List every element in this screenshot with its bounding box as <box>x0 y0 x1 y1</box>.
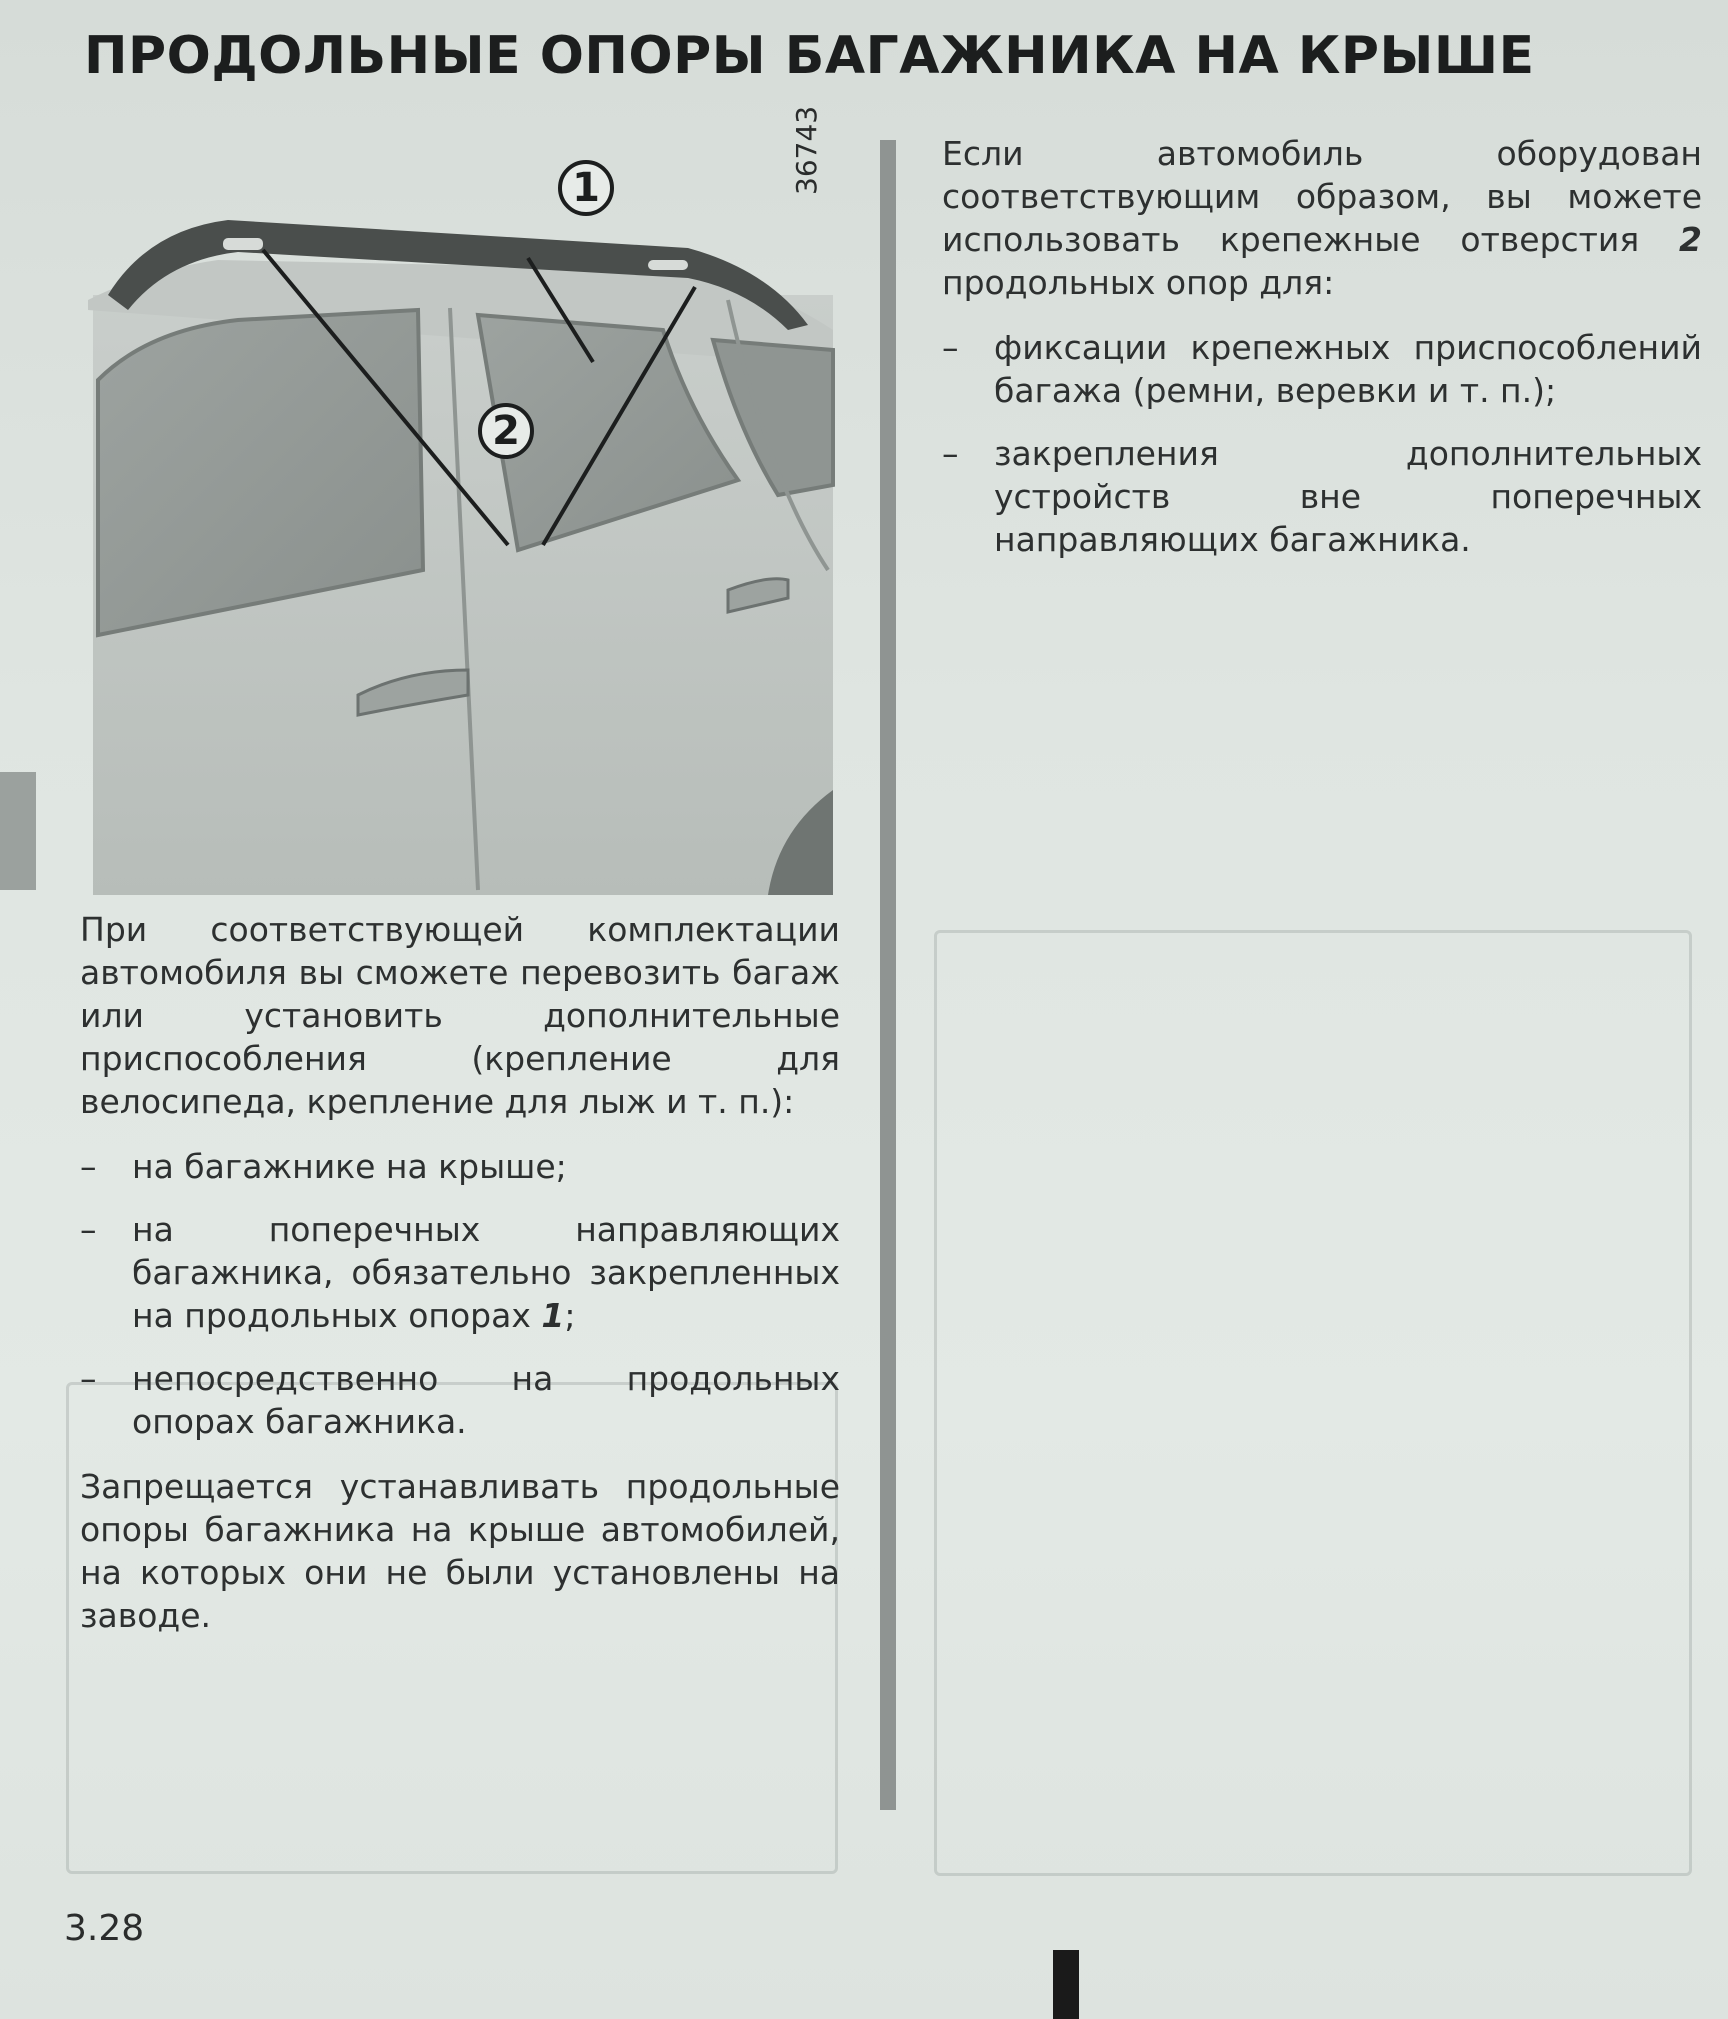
left-column <box>80 908 840 1659</box>
list-item: – фиксации крепежных приспособлений багажа (ремни, веревки и т. п.); <box>942 328 1702 410</box>
page-edge-marker <box>1053 1950 1079 2019</box>
page-title: ПРОДОЛЬНЫЕ ОПОРЫ БАГАЖНИКА НА КРЫШЕ <box>84 26 1535 86</box>
right-column <box>942 132 1702 583</box>
right-intro: Если автомобиль оборудован соответствующим образом, вы можете использовать крепежные отверстия 2 продольных опор для: <box>942 134 1702 302</box>
dash-marker: – <box>80 1210 97 1249</box>
list-item: – непосредственно на продольных опорах багажника. <box>80 1359 840 1441</box>
list-item: – закрепления дополнительных устройств вне поперечных направляющих багажника. <box>942 434 1702 559</box>
dash-marker: – <box>942 434 959 473</box>
dash-marker: – <box>80 1147 97 1186</box>
rail-mounting-hole <box>648 260 688 270</box>
left-bullet-list <box>80 1145 840 1443</box>
reference-number: 2 <box>1679 220 1702 259</box>
reference-number: 1 <box>541 1296 565 1335</box>
roof-rails-figure <box>88 150 838 895</box>
car-illustration <box>88 150 838 895</box>
left-intro: При соответствующей комплектации автомобиля вы сможете перевозить багаж или установить дополнительные приспособления (крепление для велосипеда, крепление для лыж и т. п.): <box>80 910 840 1121</box>
callout-2: 2 <box>478 403 534 459</box>
list-item: – на багажнике на крыше; <box>80 1147 567 1186</box>
rail-mounting-hole <box>223 238 263 250</box>
callout-1: 1 <box>558 160 614 216</box>
figure-code: 36743 <box>790 105 823 195</box>
right-bullet-list <box>942 326 1702 561</box>
column-divider <box>880 140 896 1810</box>
dash-marker: – <box>942 328 959 367</box>
list-item: – на поперечных направляющих багажника, обязательно закрепленных на продольных опорах 1; <box>80 1210 840 1335</box>
page-number: 3.28 <box>64 1908 145 1949</box>
bleed-through-frame <box>934 930 1692 1876</box>
warning-text: Запрещается устанавливать продольные опоры багажника на крыше автомобилей, на которых они не были установлены на заводе. <box>80 1467 840 1635</box>
dash-marker: – <box>80 1359 97 1398</box>
section-tab-marker <box>0 772 36 890</box>
